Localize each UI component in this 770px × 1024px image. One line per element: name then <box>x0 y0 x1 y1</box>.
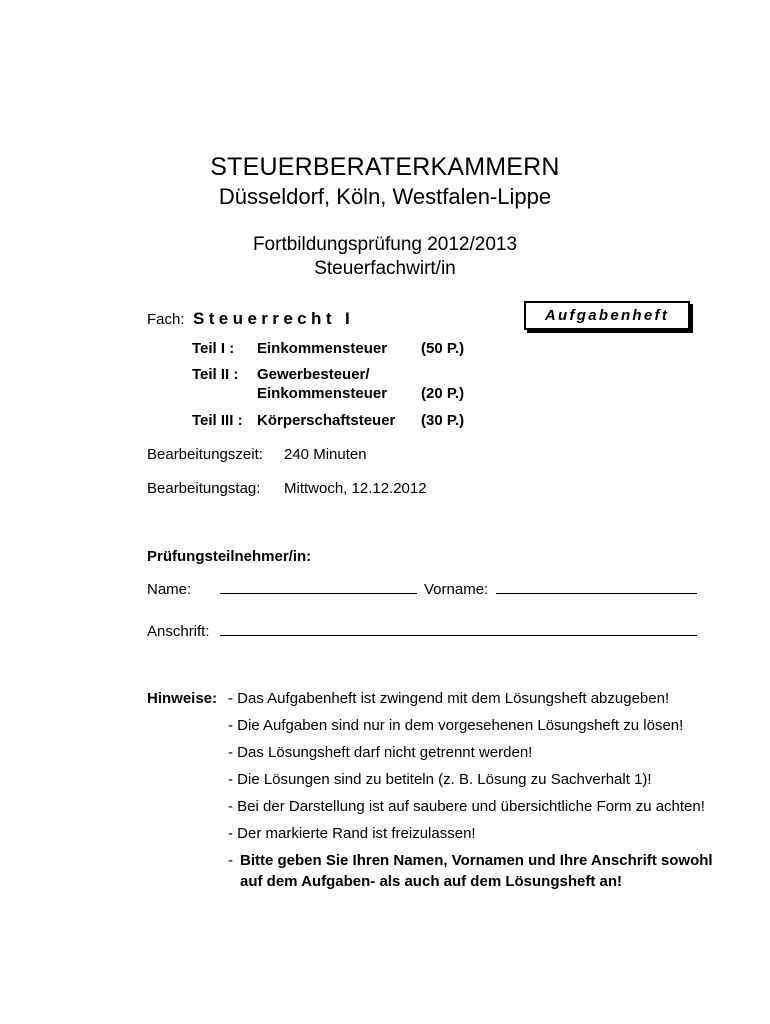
processing-time-value: 240 Minuten <box>284 446 367 463</box>
firstname-label: Vorname: <box>424 581 489 598</box>
participant-heading: Prüfungsteilnehmer/in: <box>147 548 312 565</box>
note-item: - Das Aufgabenheft ist zwingend mit dem Lösungsheft abzugeben! <box>228 690 670 707</box>
chambers-subtitle: Düsseldorf, Köln, Westfalen-Lippe <box>218 184 552 209</box>
part-1-label: Teil I : <box>192 340 235 357</box>
subject-value: Steuerrecht I <box>193 309 355 328</box>
note-item: - Der markierte Rand ist freizulassen! <box>228 825 476 842</box>
qualification-title: Steuerfachwirt/in <box>314 258 456 279</box>
note-final-line1: Bitte geben Sie Ihren Namen, Vornamen und Ihre Anschrift sowohl <box>240 852 713 869</box>
exam-title: Fortbildungsprüfung 2012/2013 <box>252 234 518 255</box>
part-1-name: Einkommensteuer <box>257 340 388 357</box>
name-field[interactable] <box>220 593 417 594</box>
part-2-label: Teil II : <box>192 366 239 383</box>
note-item: - Bei der Darstellung ist auf saubere und übersichtliche Form zu achten! <box>228 798 705 815</box>
processing-time-label: Bearbeitungszeit: <box>147 446 263 463</box>
part-2-points: (20 P.) <box>421 385 465 402</box>
address-field[interactable] <box>220 635 697 636</box>
note-item: - Die Lösungen sind zu betiteln (z. B. Lösung zu Sachverhalt 1)! <box>228 771 652 788</box>
processing-day-value: Mittwoch, 12.12.2012 <box>284 480 427 497</box>
processing-day-label: Bearbeitungstag: <box>147 480 261 497</box>
booklet-box <box>524 301 690 330</box>
part-3-name: Körperschaftsteuer <box>257 412 396 429</box>
part-2-name-line2: Einkommensteuer <box>257 385 388 402</box>
note-final-dash: - <box>228 852 233 869</box>
note-final-line2: auf dem Aufgaben- als auch auf dem Lösungsheft an! <box>240 873 622 890</box>
name-label: Name: <box>147 581 192 598</box>
organization-title: STEUERBERATERKAMMERN <box>210 153 560 181</box>
part-1-points: (50 P.) <box>421 340 465 357</box>
part-2-name-line1: Gewerbesteuer/ <box>257 366 370 383</box>
part-3-points: (30 P.) <box>421 412 465 429</box>
note-item: - Die Aufgaben sind nur in dem vorgesehenen Lösungsheft zu lösen! <box>228 717 684 734</box>
firstname-field[interactable] <box>496 593 697 594</box>
address-label: Anschrift: <box>147 623 210 640</box>
notes-label: Hinweise: <box>147 690 218 707</box>
booklet-label: Aufgabenheft <box>544 307 670 324</box>
subject-label: Fach: <box>147 311 185 328</box>
note-item: - Das Lösungsheft darf nicht getrennt werden! <box>228 744 533 761</box>
part-3-label: Teil III : <box>192 412 243 429</box>
